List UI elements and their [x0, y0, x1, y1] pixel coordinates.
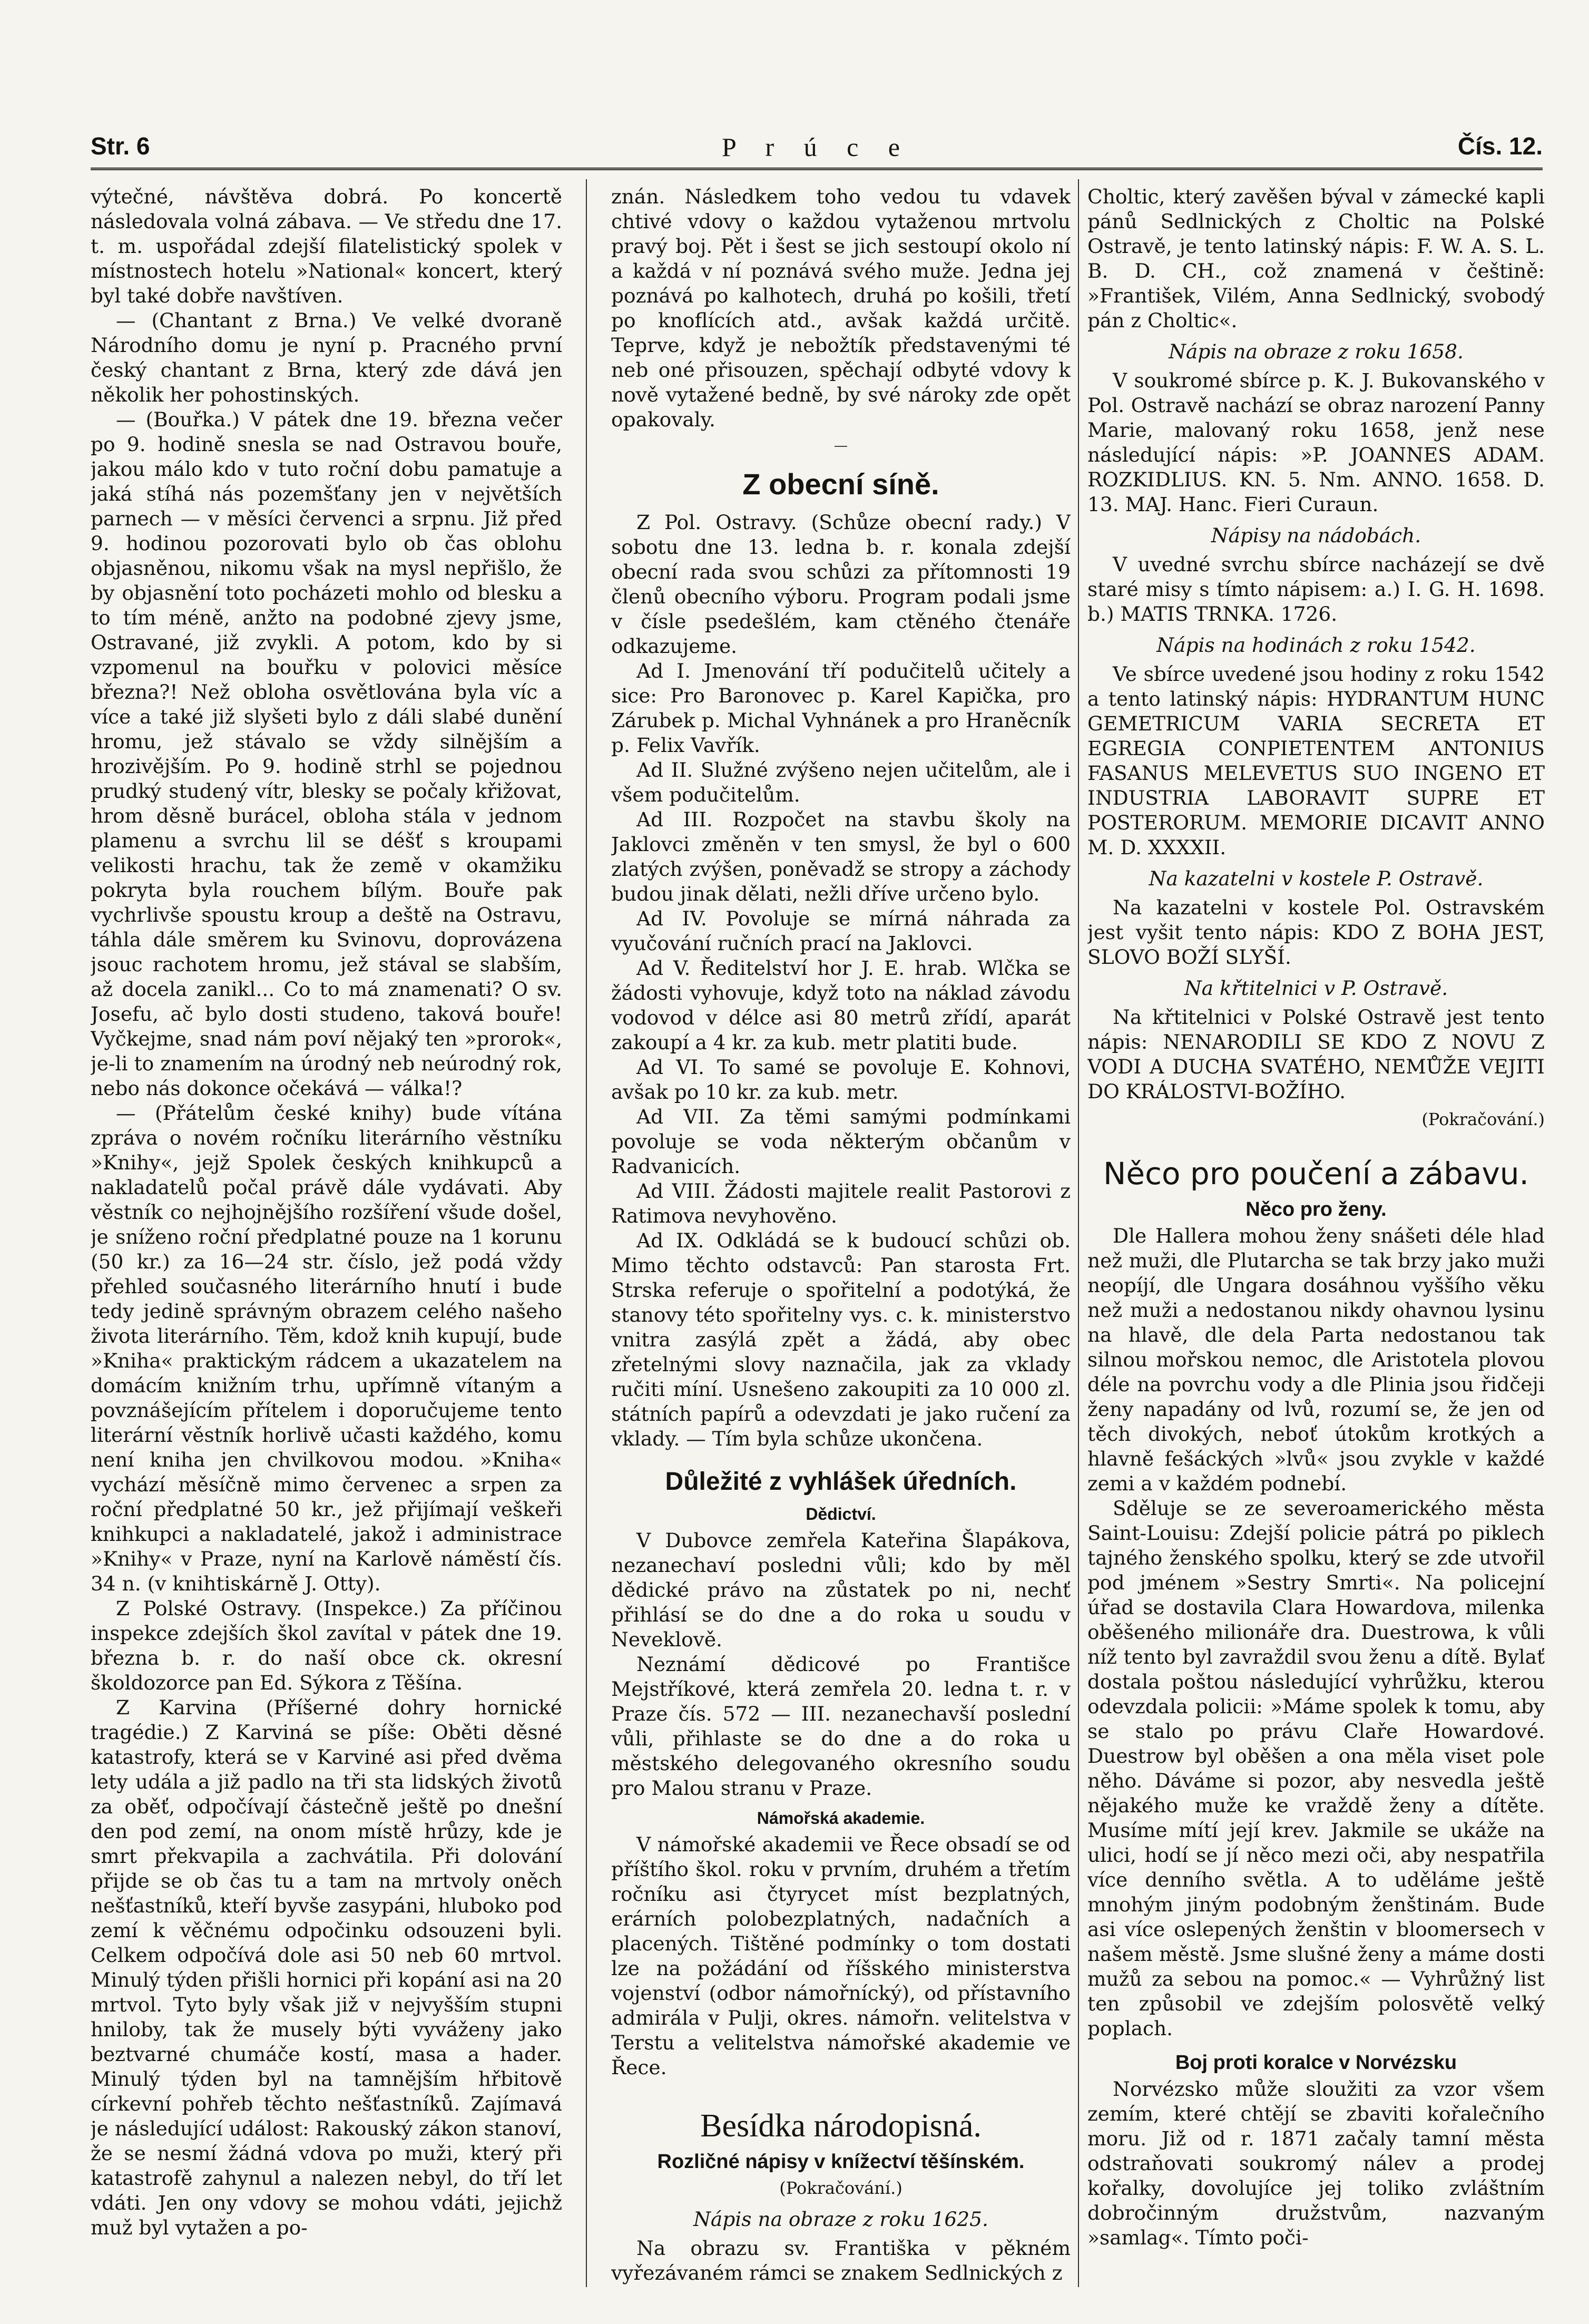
- paragraph: Sděluje se ze severoamerického města Saint-Louisu: Zdejší policie pátrá po piklech tajného ženského spolku, který se zde utvořil pod jménem »Sestry Smrti«. Na policejní úřad se dostavila Clara Howardova, milenka oběšeného milionáře dra. Duestrowa, k vůli níž tento byl zavraždil svou ženu a dítě. Bylať dostala poštou následující vyhrůžku, kterou odevzdala policii: »Máme spolek k tomu, aby se stalo po právu Claře Howardové. Duestrow byl oběšen a ona měla viset pole něho. Dáváme si pozor, aby nesvedla ještě nějakého muže ke vraždě ženy a dítěte. Musíme mítí její krev. Jakmile se ukáže na ulici, hodí se jí něco mezi oči, aby nespatřila více denního světla. A to uděláme ještě mnohým jiným podobným ženštinám. Bude asi více oslepených ženštin v bloomersech v našem městě. Jsme slušné ženy a máme dosti mužů za sebou na pomoc.« — Vyhrůžný list ten způsobil ve zdejším polosvětě velký poplach.: [1087, 1497, 1545, 2040]
- paragraph: V uvedné svrchu sbírce nacházejí se dvě staré misy s tímto nápisem: a.) I. G. H. 1698. b.) MATIS TRNKA. 1726.: [1087, 553, 1545, 626]
- subheading: Dědictví.: [806, 1505, 876, 1524]
- divider: [835, 446, 847, 447]
- paragraph: Norvézsko může sloužiti za vzor všem zemím, které chtějí se zbaviti kořalečního moru. Již od r. 1871 začaly tamní města odstraňovati soukromý nálev a prodej kořalky, dovolujíce jej toliko zvláštním dobročinným družstvům, nazvaným »samlag«. Tímto poči-: [1087, 2077, 1545, 2249]
- subheading: Nápis na obraze z roku 1658.: [1169, 340, 1464, 363]
- paragraph: Ad III. Rozpočet na stavbu školy na Jaklovci změněn v ten smysl, že byl o 600 zlatých zvýšen, poněvadž se stropy a záchody budou jinak dělati, nežli dříve určeno bylo.: [611, 808, 1071, 905]
- paragraph: V Dubovce zemřela Kateřina Šlapákova, nezanechaví posledni vůli; kdo by měl dědické právo na zůstatek po ni, nechť přihlásí se do dne a do roka u soudu v Neveklově.: [611, 1529, 1071, 1651]
- paragraph: Na kazatelni v kostele Pol. Ostravském jest vyšit tento nápis: KDO Z BOHA JEST, SLOVO BOŽÍ SLYŠÍ.: [1087, 896, 1545, 969]
- page-header: [91, 125, 1543, 170]
- subheading: Námořská akademie.: [757, 1809, 925, 1828]
- paragraph: Na obrazu sv. Františka v pěkném vyřezávaném rámci se znakem Sedlnických z: [611, 2237, 1071, 2284]
- paragraph: znán. Následkem toho vedou tu vdavek chtivé vdovy o každou vytaženou mrtvolu pravý boj. Pět i šest se jich sestoupí okolo ní a každá v ní poznává svého muže. Jedna jej poznává po kalhotech, druhá po košili, třetí po knoflících atd., avšak každá určitě. Teprve, když je nebožtík představenými té neb oné přisouzen, spěchají odbyté vdovy k nově vytažené bedně, by své nároky zde opět opakovaly.: [611, 185, 1071, 431]
- continuation-note: (Pokračování.): [779, 2178, 903, 2198]
- issue-number: Čís. 12.: [1457, 132, 1543, 160]
- continuation-note: (Pokračování.): [1421, 1109, 1545, 1129]
- paragraph: Ad II. Služné zvýšeno nejen učitelům, ale i všem podučitelům.: [611, 758, 1071, 806]
- paragraph: Choltic, který zavěšen býval v zámecké kapli pánů Sedlnických z Choltic na Polské Ostravě, je tento latinský nápis: F. W. A. S. L. B. D. CH., což znamená v češtině: »František, Vilém, Anna Sedlnický, svobodý pán z Choltic«.: [1087, 185, 1545, 332]
- subheading: Nápis na hodinách z roku 1542.: [1156, 633, 1476, 657]
- paragraph: Ad V. Ředitelství hor J. E. hrab. Wlčka se žádosti vyhovuje, když toto na náklad závodu vodovod v délce asi 80 metrů zřídí, aparát zakoupí a 4 kr. za kub. metr platiti bude.: [611, 956, 1071, 1054]
- column-2: [611, 184, 1071, 2287]
- paragraph: Ad IX. Odkládá se k budoucí schůzi ob. Mimo těchto odstavců: Pan starosta Frt. Strska referuje o spořitelní a podotýká, že stanovy této spořitelny vys. c. k. ministerstvo vnitra zasýlá zpět a žádá, aby obec zřetelnými slovy naznačila, jak za vklady ručiti míní. Usnešeno zakoupiti za 10 000 zl. státních papírů a odevzdati je jako ručení za vklady. — Tím byla schůze ukončena.: [611, 1229, 1071, 1450]
- paragraph: — (Přátelům české knihy) bude vítána zpráva o novém ročníku literárního věstníku »Knihy«, jejž Spolek českých knihkupců a nakladatelů počal právě dále vydávati. Aby věstník co nejhojnějšího rozšíření všude došel, je sníženo roční předplatné pouze na 1 korunu (50 kr.) za 16—24 str. číslo, jež podá vždy přehled současného literárního hnutí i bude tedy jedině správným obrazem celého našeho života literárního. Těm, kdož knih kupují, bude »Kniha« praktickým rádcem a ukazatelem na domácím knižním trhu, upřímně vítaným a povznášejícím přítelem i doporučujeme tento literární věstník horlivě učasti každého, komu není kniha jen chvilkovou modou. »Kniha« vychází měsíčně mimo červenec a srpen za roční předplatné 50 kr., jež přijímají veškeři knihkupci a nakladatelé, jakož i administrace »Knihy« v Praze, nyní na Karlově náměstí čís. 34 n. (v knihtiskárně J. Otty).: [91, 1101, 562, 1595]
- section-heading: Boj proti koralce v Norvézsku: [1175, 2052, 1457, 2074]
- paragraph: Neznámí dědicové po Františce Mejstříkové, která zemřela 20. ledna t. r. v Praze čís. 572 — III. nezanechavší poslední vůli, přihlaste se do dne a do roka u městského delegovaného okresního soudu pro Malou stranu v Praze.: [611, 1653, 1071, 1800]
- section-heading: Z obecní síně.: [742, 467, 939, 501]
- paragraph: Ad VIII. Žádosti majitele realit Pastorovi z Ratimova nevyhověno.: [611, 1179, 1071, 1227]
- section-heading: Besídka národopisná.: [700, 2108, 982, 2144]
- paragraph: Z Pol. Ostravy. (Schůze obecní rady.) V sobotu dne 13. ledna b. r. konala zdejší obecní rada svou schůzi za přítomnosti 19 členů obecního výboru. Program podali jsme v čísle psedešlém, kam ctěného čtenáře odkazujeme.: [611, 511, 1071, 658]
- subheading: Na křtitelnici v P. Ostravě.: [1184, 977, 1448, 1000]
- paragraph: V námořské akademii ve Řece obsadí se od příštího škol. roku v prvním, druhém a třetím ročníku asi čtyrycet míst bezplatných, erárních polobezplatných, nadačních a placených. Tištěné podmínky o tom dostati lze na požádání od říšského ministerstva vojenství (odbor námořnícký), od přístavního admirála v Pulji, okres. námořn. velitelstva v Terstu a velitelstva námořské akademie ve Řece.: [611, 1833, 1071, 2079]
- column-3: [1087, 184, 1545, 2287]
- page-number: Str. 6: [91, 132, 150, 160]
- paragraph: Ad VII. Za těmi samými podmínkami povoluje se voda některým občanům v Radvanicích.: [611, 1105, 1071, 1178]
- paragraph: Dle Hallera mohou ženy snášeti déle hlad než muži, dle Plutarcha se tak brzy jako muži neopíjí, dle Ungara dosáhnou vyššího věku než muži a nedostanou nikdy ohavnou lysinu na hlavě, dle dela Parta nedostanou tak silnou mořskou nemoc, dle Aristotela plovou déle na povrchu vody a dle Plinia jsou řidčeji ženy napadány od lvů, rozumí se, že jen od těch divokých, neboť útokům krotkých a hlavně fešáckých »lvů« jsou zvykle v každé zemi a v každém podnebí.: [1087, 1224, 1545, 1495]
- paragraph: Ad IV. Povoluje se mírná náhrada za vyučování ručních prací na Jaklovci.: [611, 907, 1071, 955]
- paragraph: Z Polské Ostravy. (Inspekce.) Za příčinou inspekce zdejších škol zavítal v pátek dne 19. března b. r. do naší obce ck. okresní školdozorce pan Ed. Sýkora z Těšína.: [91, 1597, 562, 1694]
- subheading: Něco pro ženy.: [1245, 1198, 1387, 1220]
- paragraph: Ve sbírce uvedené jsou hodiny z roku 1542 a tento latinský nápis: HYDRANTUM HUNC GEMETRICUM VARIA SECRETA ET EGREGIA CONPIETENTEM ANTONIUS FASANUS MELEVETUS SUO INGENO ET INDUSTRIA LABORAVIT SUPRE ET POSTERORUM. MEMORIE DICAVIT ANNO M. D. XXXXII.: [1087, 662, 1545, 859]
- paragraph: výtečné, návštěva dobrá. Po koncertě následovala volná zábava. — Ve středu dne 17. t. m. uspořádal zdejší filatelistický spolek v místnostech hotelu »National« koncert, který byl také dobře navštíven.: [91, 185, 562, 307]
- section-heading: Důležité z vyhlášek úředních.: [665, 1468, 1017, 1496]
- paragraph: — (Bouřka.) V pátek dne 19. března večer po 9. hodině snesla se nad Ostravou bouře, jakou málo kdo v tuto roční dobu pamatuje a jaká stíhá nás pozemšťany jen v největších parnech — v měsíci červenci a srpnu. Již před 9. hodinou pozorovati bylo ob čas oblohu objasněnou, nikomu však na mysl nepřišlo, že by objasnění toto pocházeti mohlo od blesku a to tím méně, anžto na podobné zjevy jsme, Ostravané, již zvykli. A potom, kdo by si vzpomenul na bouřku v polovici měsíce března?! Než obloha osvětlována byla víc a více a také již slyšeti bylo z dáli slabé dunění hromu, jež stávalo se vždy silnějším a hrozivějším. Po 9. hodině strhl se pojednou prudký studený vítr, blesky se počaly křižovat, hrom děsně burácel, obloha stála v jednom plamenu a svrchu lil se déšť s kroupami velikosti hrachu, tak že země v okamžiku pokryta byla rouchem bílým. Bouře pak vychrlivše spoustu kroup a deště na Ostravu, táhla dále směrem ku Svinovu, doprovázena jsouc rachotem hromu, jež stával se slabším, až docela zanikl... Co to má znamenati? O sv. Josefu, ač bylo dosti studeno, taková bouře! Vyčkejme, snad nám poví nějaký ten »prorok«, je-li to znamením na úrodný neb neúrodný rok, nebo nás dokonce očekává — válka!?: [91, 408, 562, 1100]
- newspaper-title: P r ú c e: [722, 132, 911, 162]
- section-heading: Něco pro poučení a zábavu.: [1103, 1156, 1529, 1192]
- paragraph: Ad VI. To samé se povoluje E. Kohnovi, avšak po 10 kr. za kub. metr.: [611, 1056, 1071, 1104]
- subheading: Na kazatelni v kostele P. Ostravě.: [1149, 867, 1484, 890]
- subheading: Nápisy na nádobách.: [1211, 524, 1421, 547]
- paragraph: Ad I. Jmenování tří podučitelů učitely a sice: Pro Baronovec p. Karel Kapička, pro Zárubek p. Michal Vyhnánek a pro Hraněcník p. Felix Vavřík.: [611, 659, 1071, 757]
- paragraph: Na křtitelnici v Polské Ostravě jest tento nápis: NENARODILI SE KDO Z NOVU Z VODI A DUCHA SVATÉHO, NEMŮŽE VEJITI DO KRÁLOSTVI-BOŽÍHO.: [1087, 1005, 1545, 1103]
- column-1: [91, 184, 562, 2287]
- subheading: Rozličné nápisy v knížectví těšínském.: [657, 2151, 1025, 2173]
- paragraph: Z Karvina (Příšerné dohry hornické tragédie.) Z Karviná se píše: Oběti děsné katastrofy, která se v Karviné asi před dvěma lety udála a již padlo na tři sta lidských životů za oběť, odpočívají částečně ještě po dnešní den pod zemí, na onom místě hrůzy, kde je smrt překvapila a zachvátila. Při dolování přijde se ob čas tu a tam na mrtvoly oněch nešťastníků, kteří byvše zasypáni, hluboko pod zemí k věčnému odpočinku odsouzeni byli. Celkem odpočívá dole asi 50 neb 60 mrtvol. Minulý týden přišli hornici při kopání asi na 20 mrtvol. Tyto byly však již v nejvyšším stupni hniloby, tak že musely býti vyváženy jako beztvarné chumáče kostí, masa a hader. Minulý týden byl na tamnějším hřbitově církevní pohřeb těchto nešťastníků. Zajímavá je následující událost: Rakouský zákon stanoví, že se nesmí žádná vdova po muži, který při katastrofě zahynul a nalezen nebyl, do tří let vdáti. Jen ony vdovy se mohou vdáti, jejichž muž byl vytažen a po-: [91, 1696, 562, 2239]
- paragraph: — (Chantant z Brna.) Ve velké dvoraně Národního domu je nyní p. Pracného první český chantant z Brna, který zde dává jen několik her pohostinských.: [91, 309, 562, 406]
- subheading: Nápis na obraze z roku 1625.: [693, 2208, 988, 2231]
- column-rule: [586, 179, 587, 2287]
- paragraph: V soukromé sbírce p. K. J. Bukovanského v Pol. Ostravě nachází se obraz narození Panny Marie, malovaný roku 1658, jenž nese následující nápis: »P. JOANNES ADAM. ROZKIDLIUS. KN. 5. Nm. ANNO. 1658. D. 13. MAJ. Hanc. Fieri Curaun.: [1087, 369, 1545, 516]
- column-rule: [1078, 179, 1079, 2287]
